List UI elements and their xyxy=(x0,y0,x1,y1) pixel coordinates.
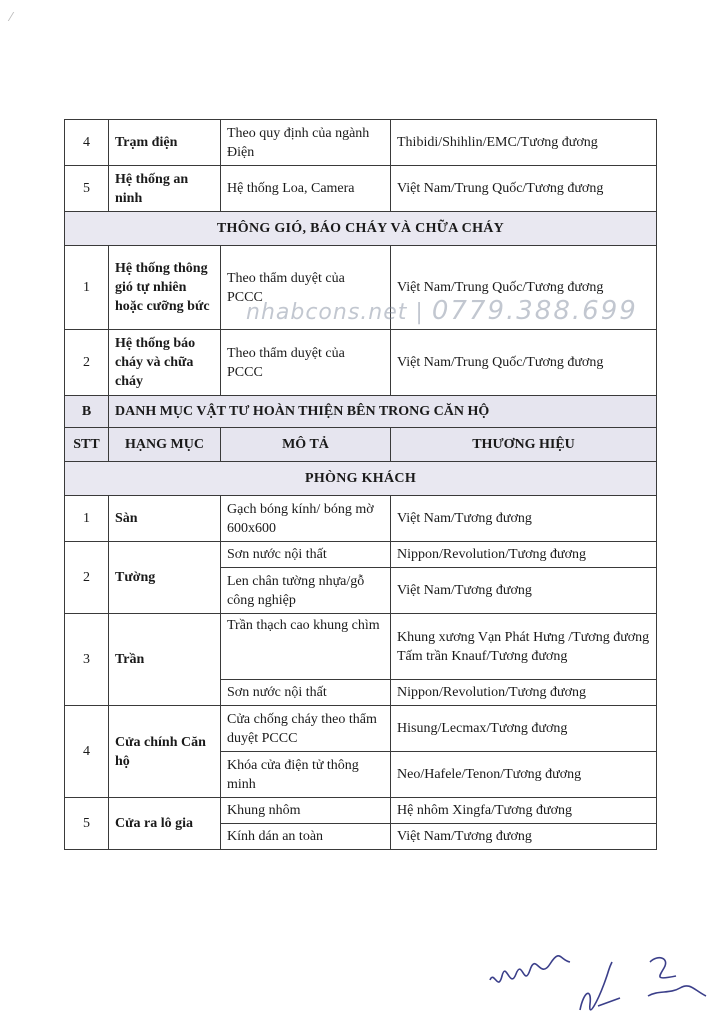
item-description: Len chân tường nhựa/gỗ công nghiệp xyxy=(221,568,391,614)
header-description: MÔ TẢ xyxy=(221,428,391,462)
section-header-row xyxy=(65,212,657,246)
item-name: Tường xyxy=(109,542,221,614)
table-row xyxy=(65,798,657,824)
item-brand: Việt Nam/Tương đương xyxy=(391,568,657,614)
watermark-site: nhabcons.net xyxy=(246,300,408,325)
row-number: 4 xyxy=(65,120,109,166)
table-row xyxy=(65,614,657,680)
item-name: Hệ thống báo cháy và chữa cháy xyxy=(109,330,221,396)
signature-stroke xyxy=(490,956,570,982)
header-brand: THƯƠNG HIỆU xyxy=(391,428,657,462)
table-row xyxy=(65,246,657,330)
row-number: 5 xyxy=(65,166,109,212)
row-number: 1 xyxy=(65,496,109,542)
item-brand: Việt Nam/Trung Quốc/Tương đương xyxy=(391,246,657,330)
item-description: Theo thẩm duyệt của PCCC xyxy=(221,246,391,330)
item-name: Hệ thống an ninh xyxy=(109,166,221,212)
item-brand: Nippon/Revolution/Tương đương xyxy=(391,542,657,568)
section-header-row xyxy=(65,462,657,496)
brand-line: Tấm trần Knauf/Tương đương xyxy=(397,648,568,664)
item-brand: Việt Nam/Trung Quốc/Tương đương xyxy=(391,330,657,396)
item-brand: Neo/Hafele/Tenon/Tương đương xyxy=(391,752,657,798)
item-name: Cửa chính Căn hộ xyxy=(109,706,221,798)
item-description: Theo quy định của ngành Điện xyxy=(221,120,391,166)
table-row xyxy=(65,330,657,396)
column-header-row xyxy=(65,428,657,462)
item-name: Trần xyxy=(109,614,221,706)
item-description: Cửa chống cháy theo thẩm duyệt PCCC xyxy=(221,706,391,752)
table-row xyxy=(65,542,657,568)
specification-table xyxy=(64,119,657,850)
watermark-separator: | xyxy=(415,300,424,325)
brand-line: Khung xương Vạn Phát Hưng /Tương đương xyxy=(397,629,650,645)
signature-stroke xyxy=(580,962,620,1010)
item-description: Sơn nước nội thất xyxy=(221,680,391,706)
header-item: HẠNG MỤC xyxy=(109,428,221,462)
item-brand: Nippon/Revolution/Tương đương xyxy=(391,680,657,706)
item-description: Theo thẩm duyệt của PCCC xyxy=(221,330,391,396)
item-description: Khung nhôm xyxy=(221,798,391,824)
row-number: 2 xyxy=(65,542,109,614)
table-row xyxy=(65,166,657,212)
item-name: Sàn xyxy=(109,496,221,542)
row-number: 1 xyxy=(65,246,109,330)
scan-artifact-mark: ⁄ xyxy=(10,10,13,24)
item-name: Cửa ra lô gia xyxy=(109,798,221,850)
section-title: PHÒNG KHÁCH xyxy=(65,462,657,496)
item-description: Kính dán an toàn xyxy=(221,824,391,850)
watermark-phone: 0779.388.699 xyxy=(431,296,638,326)
row-number: 4 xyxy=(65,706,109,798)
section-title: DANH MỤC VẬT TƯ HOÀN THIỆN BÊN TRONG CĂN HỘ xyxy=(109,396,657,428)
item-brand: Việt Nam/Tương đương xyxy=(391,824,657,850)
signature-stroke xyxy=(648,958,706,996)
item-description: Khóa cửa điện tử thông minh xyxy=(221,752,391,798)
item-brand: Thibidi/Shihlin/EMC/Tương đương xyxy=(391,120,657,166)
table-row xyxy=(65,120,657,166)
item-brand: Hệ nhôm Xingfa/Tương đương xyxy=(391,798,657,824)
item-description: Sơn nước nội thất xyxy=(221,542,391,568)
table-row xyxy=(65,496,657,542)
item-name: Trạm điện xyxy=(109,120,221,166)
item-description: Hệ thống Loa, Camera xyxy=(221,166,391,212)
row-number: 3 xyxy=(65,614,109,706)
item-brand: Việt Nam/Trung Quốc/Tương đương xyxy=(391,166,657,212)
item-brand: Hisung/Lecmax/Tương đương xyxy=(391,706,657,752)
item-name: Hệ thống thông gió tự nhiên hoặc cưỡng bức xyxy=(109,246,221,330)
section-b-row xyxy=(65,396,657,428)
item-description: Gạch bóng kính/ bóng mờ 600x600 xyxy=(221,496,391,542)
signature-initials xyxy=(480,940,720,1020)
table-row xyxy=(65,706,657,752)
row-number: 5 xyxy=(65,798,109,850)
row-number: 2 xyxy=(65,330,109,396)
item-description: Trần thạch cao khung chìm xyxy=(221,614,391,680)
section-code: B xyxy=(65,396,109,428)
item-brand: Việt Nam/Tương đương xyxy=(391,496,657,542)
section-title: THÔNG GIÓ, BÁO CHÁY VÀ CHỮA CHÁY xyxy=(65,212,657,246)
header-stt: STT xyxy=(65,428,109,462)
item-brand xyxy=(391,614,657,680)
